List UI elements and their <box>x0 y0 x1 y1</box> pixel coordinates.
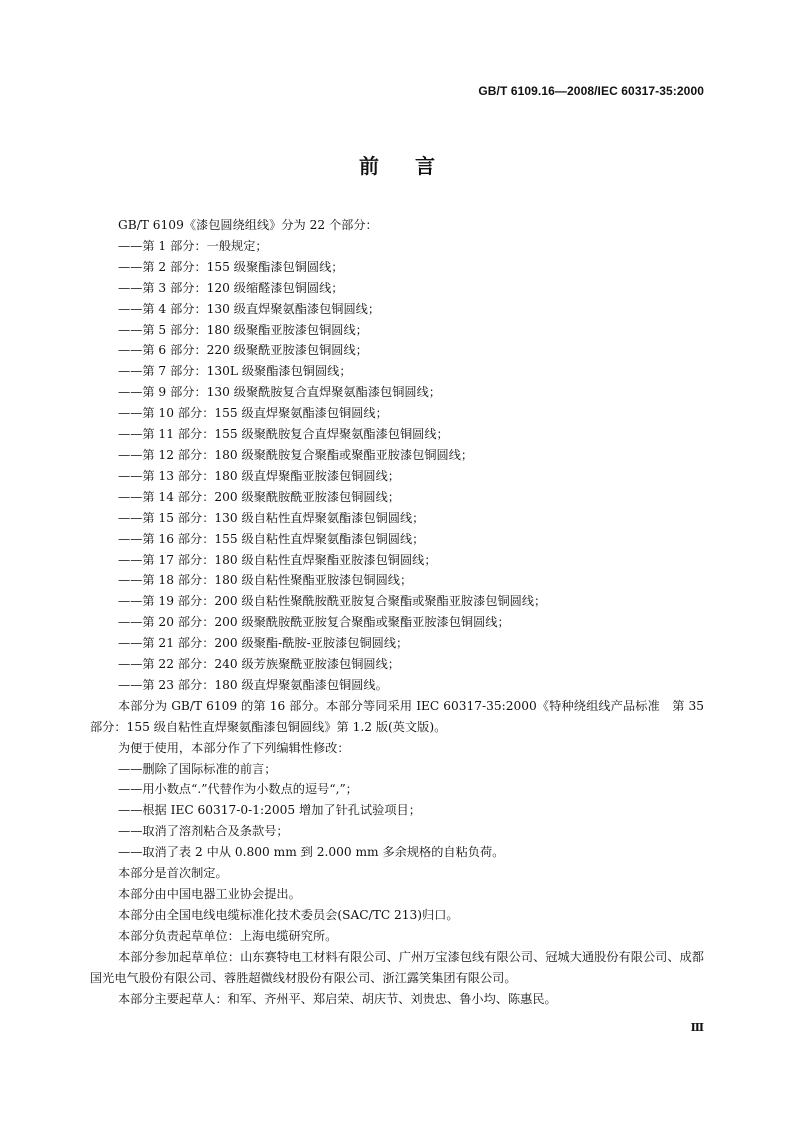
list-item: ——第 20 部分：200 级聚酰胺酰亚胺复合聚酯或聚酯亚胺漆包铜圆线； <box>118 615 510 630</box>
list-item: ——第 23 部分：180 级直焊聚氨酯漆包铜圆线。 <box>118 677 388 692</box>
standard-code-header: GB/T 6109.16—2008/IEC 60317-35:2000 <box>478 84 704 98</box>
authors-paragraph: 本部分主要起草人：和军、齐州平、郑启荣、胡庆节、刘贵忠、鲁小均、陈惠民。 <box>118 991 557 1006</box>
parts-list <box>90 236 704 696</box>
statement-paragraph: 本部分是首次制定。 <box>118 866 228 881</box>
edits-list <box>90 759 704 864</box>
list-item: ——删除了国际标准的前言； <box>118 761 277 776</box>
page-title: 前言 <box>359 154 471 178</box>
statement-paragraph: 本部分负责起草单位：上海电缆研究所。 <box>118 928 338 943</box>
list-item: ——第 4 部分：130 级直焊聚氨酯漆包铜圆线； <box>118 301 381 316</box>
statement-paragraph: 本部分由全国电线电缆标准化技术委员会(SAC/TC 213)归口。 <box>118 907 459 922</box>
edits-intro-paragraph: 为便于使用，本部分作了下列编辑性修改： <box>118 740 350 755</box>
list-item: ——第 21 部分：200 级聚酯-酰胺-亚胺漆包铜圆线； <box>118 636 409 651</box>
intro-paragraph: GB/T 6109《漆包圆绕组线》分为 22 个部分： <box>118 218 378 232</box>
list-item: ——第 14 部分：200 级聚酰胺酰亚胺漆包铜圆线； <box>118 489 400 504</box>
list-item: ——第 13 部分：180 级直焊聚酯亚胺漆包铜圆线； <box>118 468 400 483</box>
participants-paragraph: 本部分参加起草单位：山东赛特电工材料有限公司、广州万宝漆包线有限公司、冠城大通股份有限公司、成都国光电气股份有限公司、蓉胜超微线材股份有限公司、浙江露笑集团有限公司。 <box>90 949 704 985</box>
list-item: ——根据 IEC 60317-0-1:2005 增加了针孔试验项目； <box>118 803 421 818</box>
list-item: ——第 18 部分：180 级自粘性聚酯亚胺漆包铜圆线； <box>118 573 413 588</box>
list-item: ——取消了表 2 中从 0.800 mm 到 2.000 mm 多余规格的自粘负荷。 <box>118 845 505 860</box>
list-item: ——第 7 部分：130L 级聚酯漆包铜圆线； <box>118 364 352 379</box>
list-item: ——第 1 部分：一般规定； <box>118 238 268 253</box>
list-item: ——取消了溶剂粘合及条款号； <box>118 824 289 839</box>
page-number: Ⅲ <box>690 1021 704 1034</box>
list-item: ——第 15 部分：130 级自粘性直焊聚氨酯漆包铜圆线； <box>118 510 425 525</box>
list-item: ——用小数点“.”代替作为小数点的逗号“,”； <box>118 782 358 797</box>
list-item: ——第 16 部分：155 级自粘性直焊聚氨酯漆包铜圆线； <box>118 531 425 546</box>
list-item: ——第 19 部分：200 级自粘性聚酰胺酰亚胺复合聚酯或聚酯亚胺漆包铜圆线； <box>118 594 547 609</box>
list-item: ——第 11 部分：155 级聚酰胺复合直焊聚氨酯漆包铜圆线； <box>118 427 449 442</box>
list-item: ——第 3 部分：120 级缩醛漆包铜圆线； <box>118 280 344 295</box>
statement-paragraph: 本部分由中国电器工业协会提出。 <box>118 887 301 901</box>
list-item: ——第 2 部分：155 级聚酯漆包铜圆线； <box>118 259 344 274</box>
list-item: ——第 17 部分：180 级自粘性直焊聚酯亚胺漆包铜圆线； <box>118 552 437 567</box>
adoption-paragraph: 本部分为 GB/T 6109 的第 16 部分。本部分等同采用 IEC 60317-35:2000《特种绕组线产品标准 第 35 部分：155 级自粘性直焊聚氨酯漆包铜圆线》第 1.2 版(英文版)。 <box>90 698 704 734</box>
list-item: ——第 6 部分：220 级聚酰亚胺漆包铜圆线； <box>118 343 368 358</box>
list-item: ——第 22 部分：240 级芳族聚酰亚胺漆包铜圆线； <box>118 657 400 672</box>
list-item: ——第 9 部分：130 级聚酰胺复合直焊聚氨酯漆包铜圆线； <box>118 385 441 400</box>
list-item: ——第 5 部分：180 级聚酯亚胺漆包铜圆线； <box>118 322 368 337</box>
list-item: ——第 10 部分：155 级直焊聚氨酯漆包铜圆线； <box>118 406 388 421</box>
document-body <box>90 215 704 1009</box>
list-item: ——第 12 部分：180 级聚酰胺复合聚酯或聚酯亚胺漆包铜圆线； <box>118 447 474 462</box>
